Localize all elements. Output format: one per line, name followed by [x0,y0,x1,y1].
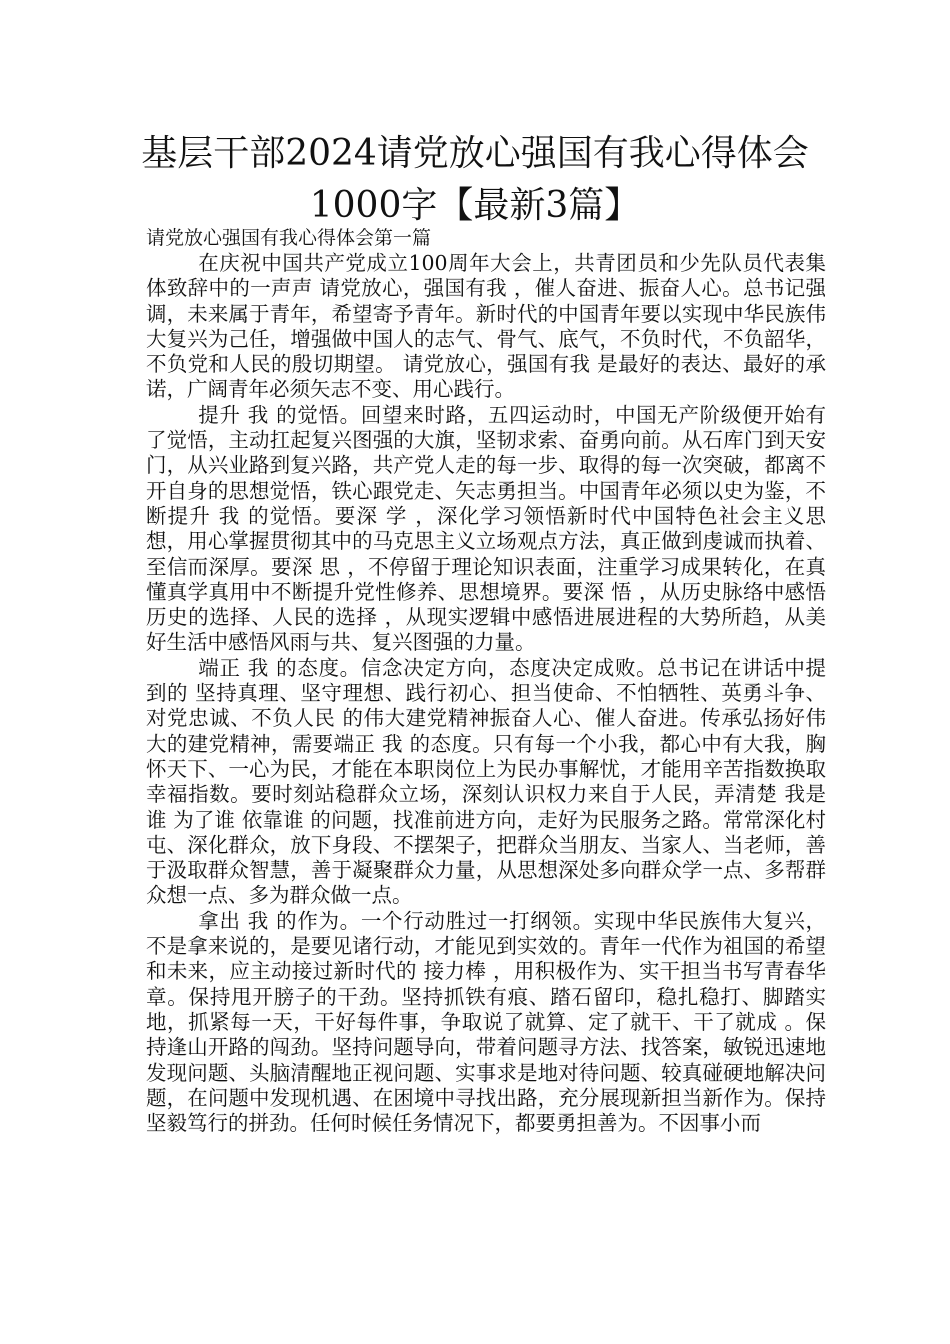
paragraph-3: 端正 我 的态度。信念决定方向，态度决定成败。总书记在讲话中提到的 坚持真理、坚守理想、践行初心、担当使命、不怕牺牲、英勇斗争、对党忠诚、不负人民 的伟大建党精神振奋人心、催人奋进。传承弘扬好伟大的建党精神，需要端正 我 的态度。只有每一个小我，都心中有大我，胸怀天下、一心为民，才能在本职岗位上为民办事解忧，才能用辛苦指数换取幸福指数。要时刻站稳群众立场，深刻认识权力来自于人民，弄清楚 我是谁 为了谁 依靠谁 的问题，找准前进方向，走好为民服务之路。常常深化村屯、深化群众，放下身段、不摆架子，把群众当朋友、当家人、当老师，善于汲取群众智慧，善于凝聚群众力量，从思想深处多向群众学一点、多帮群众想一点、多为群众做一点。 [146,655,826,908]
paragraph-1: 在庆祝中国共产党成立100周年大会上，共青团员和少先队员代表集体致辞中的一声声 请党放心，强国有我 ，催人奋进、振奋人心。总书记强调，未来属于青年，希望寄予青年。新时代的中国青年要以实现中华民族伟大复兴为己任，增强做中国人的志气、骨气、底气，不负时代，不负韶华，不负党和人民的殷切期望。 请党放心，强国有我 是最好的表达、最好的承诺，广阔青年必须矢志不变、用心践行。 [146,251,826,402]
document-body [146,226,826,1136]
section-heading: 请党放心强国有我心得体会第一篇 [146,227,432,249]
paragraph-2: 提升 我 的觉悟。回望来时路，五四运动时，中国无产阶级便开始有了觉悟，主动扛起复兴图强的大旗，坚韧求索、奋勇向前。从石库门到天安门，从兴业路到复兴路，共产党人走的每一步、取得的每一次突破，都离不开自身的思想觉悟，铁心跟党走、矢志勇担当。中国青年必须以史为鉴，不断提升 我 的觉悟。要深 学 ，深化学习领悟新时代中国特色社会主义思想，用心掌握贯彻其中的马克思主义立场观点方法，真正做到虔诚而执着、至信而深厚。要深 思 ，不停留于理论知识表面，注重学习成果转化，在真懂真学真用中不断提升党性修养、思想境界。要深 悟 ，从历史脉络中感悟 历史的选择、人民的选择 ，从现实逻辑中感悟进展进程的大势所趋，从美好生活中感悟风雨与共、复兴图强的力量。 [146,402,826,655]
title-line-2: 1000字【最新3篇】 [309,185,641,226]
document-title [100,128,850,232]
paragraph-4: 拿出 我 的作为。一个行动胜过一打纲领。实现中华民族伟大复兴，不是拿来说的，是要见诸行动，才能见到实效的。青年一代作为祖国的希望和未来，应主动接过新时代的 接力棒 ，用积极作为、实干担当书写青春华章。保持甩开膀子的干劲。坚持抓铁有痕、踏石留印，稳扎稳打、脚踏实地，抓紧每一天，干好每件事，争取说了就算、定了就干、干了就成 。保持逢山开路的闯劲。坚持问题导向，带着问题寻方法、找答案，敏锐迅速地发现问题、头脑清醒地正视问题、实事求是地对待问题、较真碰硬地解决问题，在问题中发现机遇、在困境中寻找出路，充分展现新担当新作为。保持坚毅笃行的拼劲。任何时候任务情况下，都要勇担善为。不因事小而 [146,908,826,1136]
title-line-1: 基层干部2024请党放心强国有我心得体会 [141,133,809,174]
